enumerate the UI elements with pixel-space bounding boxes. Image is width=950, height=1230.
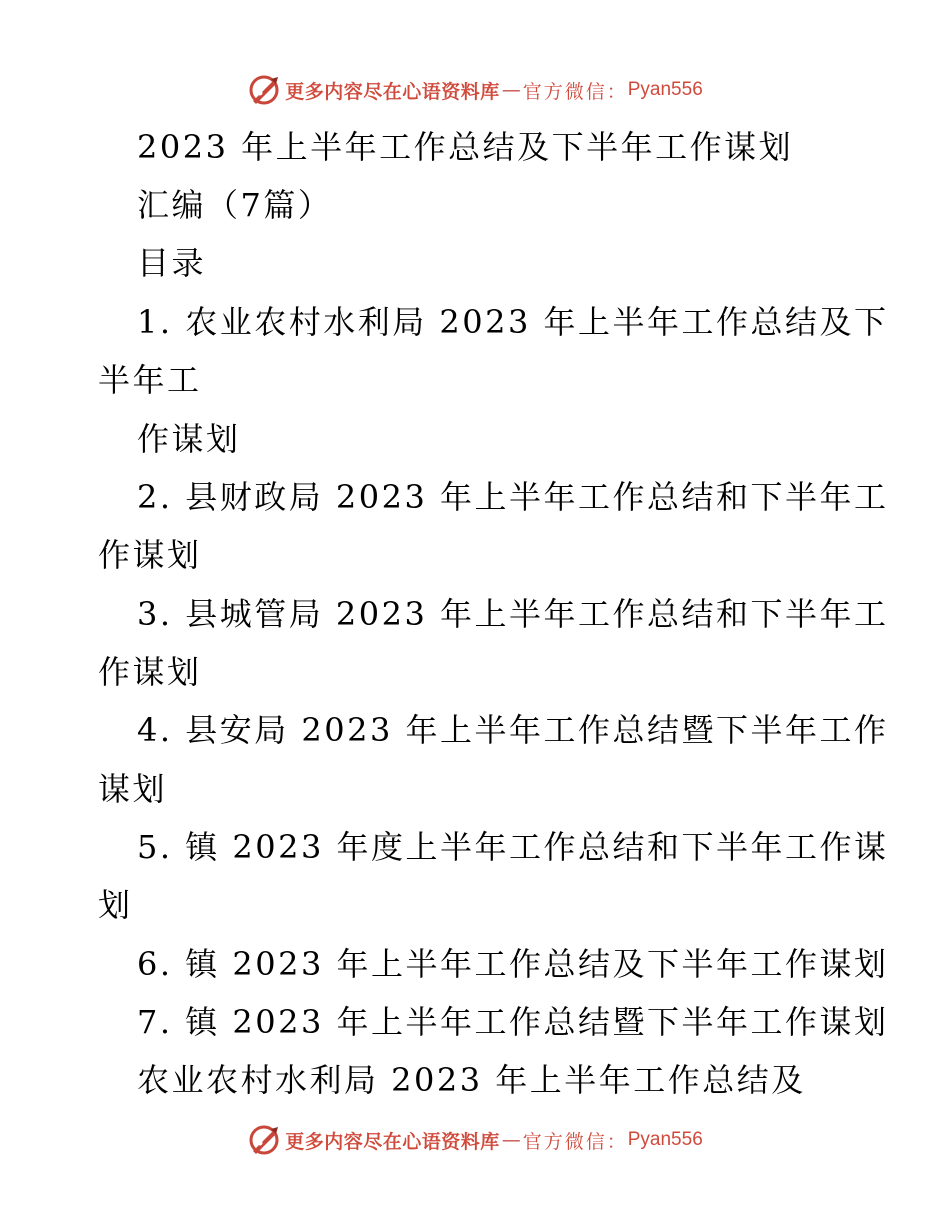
section-heading: 农业农村水利局 2023 年上半年工作总结及 bbox=[137, 1061, 806, 1099]
watermark-brand: 更多内容尽在心语资料库 bbox=[285, 1130, 500, 1153]
watermark-wechat-label: 官方微信： bbox=[522, 80, 628, 103]
toc-heading: 目录 bbox=[137, 244, 207, 282]
toc-item-4-line-1: 4. 县安局 2023 年上半年工作总结暨下半年工作 bbox=[137, 711, 889, 749]
watermark-separator: — bbox=[501, 1129, 521, 1151]
watermark-wechat-label: 官方微信： bbox=[522, 1130, 628, 1153]
watermark-separator: — bbox=[501, 79, 521, 101]
toc-item-2-line-2: 作谋划 bbox=[98, 536, 202, 574]
toc-item-1-line-1: 1. 农业农村水利局 2023 年上半年工作总结及下 bbox=[137, 303, 889, 341]
toc-item-5-line-1: 5. 镇 2023 年度上半年工作总结和下半年工作谋 bbox=[137, 828, 889, 866]
document-title-line-2: 汇编（7篇） bbox=[137, 186, 333, 224]
watermark-brand: 更多内容尽在心语资料库 bbox=[285, 80, 500, 103]
toc-item-3-line-1: 3. 县城管局 2023 年上半年工作总结和下半年工 bbox=[137, 595, 889, 633]
document-title-line-1: 2023 年上半年工作总结及下半年工作谋划 bbox=[137, 128, 794, 166]
watermark-wechat-id: Pyan556 bbox=[627, 1129, 703, 1150]
toc-item-7: 7. 镇 2023 年上半年工作总结暨下半年工作谋划 bbox=[137, 1003, 889, 1041]
watermark-wechat-id: Pyan556 bbox=[627, 79, 703, 100]
toc-item-6: 6. 镇 2023 年上半年工作总结及下半年工作谋划 bbox=[137, 945, 889, 983]
toc-item-1-line-2: 半年工 bbox=[98, 361, 202, 399]
toc-item-3-line-2: 作谋划 bbox=[98, 653, 202, 691]
footer-watermark bbox=[0, 1120, 950, 1160]
toc-item-5-line-2: 划 bbox=[98, 886, 133, 924]
header-watermark bbox=[0, 70, 950, 110]
toc-item-1-line-3: 作谋划 bbox=[137, 420, 241, 458]
pen-logo-icon bbox=[247, 1123, 281, 1157]
pen-logo-icon bbox=[247, 73, 281, 107]
toc-item-2-line-1: 2. 县财政局 2023 年上半年工作总结和下半年工 bbox=[137, 478, 889, 516]
toc-item-4-line-2: 谋划 bbox=[98, 770, 168, 808]
